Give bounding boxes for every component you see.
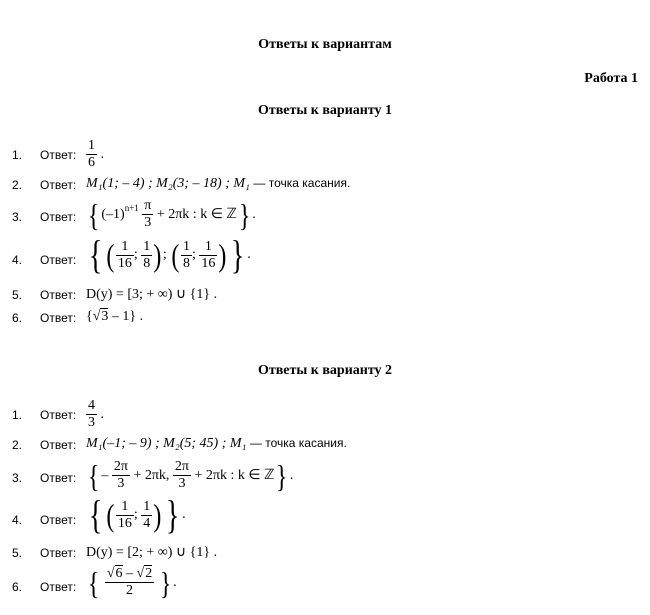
answer-math: { – $\frac{2\pi}{3}$ + 2πk, $\frac{2\pi}{3}$ + 2πk : k ∈ ℤ} .: [87, 457, 294, 494]
v1-answer-3: [0, 196, 650, 233]
v1-answer-4: [0, 232, 650, 277]
answer-label: Ответ:: [40, 471, 77, 485]
answer-label: Ответ:: [40, 438, 77, 452]
answer-math: $\frac{1}{6}$ .: [88, 138, 104, 170]
answer-math: $\frac{4}{3}$ .: [88, 398, 104, 430]
work-title: Работа 1: [584, 71, 638, 86]
answer-math: {√3 – 1} .: [86, 309, 144, 324]
item-number: 3.: [12, 471, 23, 485]
item-number: 2.: [12, 438, 23, 452]
answer-label: Ответ:: [40, 546, 77, 560]
v2-answer-3: [0, 457, 650, 494]
v1-answer-6: [0, 309, 650, 339]
answer-math: { (–1)n+1 $\frac{\pi}{3}$ + 2πk : k ∈ ℤ} .: [87, 196, 256, 233]
answer-label: Ответ:: [40, 408, 77, 422]
v1-answer-1: [0, 140, 650, 170]
answer-math: D(y) = [2; + ∞) ∪ {1} .: [86, 545, 218, 560]
item-number: 2.: [12, 178, 23, 192]
answer-label: Ответ:: [40, 253, 77, 267]
item-number: 1.: [12, 148, 23, 162]
item-number: 6.: [12, 580, 23, 594]
answer-math: D(y) = [3; + ∞) ∪ {1} .: [86, 287, 218, 302]
variant-1-title: Ответы к варианту 1: [257, 103, 393, 118]
answer-label: Ответ:: [40, 288, 77, 302]
answer-label: Ответ:: [40, 311, 77, 325]
answer-math: M₁(–1; – 9) ; M₂(5; 45) ; M₁ — точка касания.: [86, 436, 347, 451]
answer-label: Ответ:: [40, 148, 77, 162]
v2-answer-6: [0, 564, 650, 601]
item-number: 1.: [12, 408, 23, 422]
answer-label: Ответ:: [40, 210, 77, 224]
v2-answer-1: [0, 400, 650, 430]
variant-2-title: Ответы к варианту 2: [257, 363, 393, 378]
item-number: 5.: [12, 288, 23, 302]
item-number: 4.: [12, 253, 23, 267]
item-number: 6.: [12, 311, 23, 325]
fraction: $\frac{1}{6}$: [88, 138, 95, 170]
page-title: Ответы к вариантам: [258, 37, 392, 52]
answer-math: { ( $\frac{1}{16}$ ; $\frac{1}{8}$ ); ( $\frac{1}{8}$ ; $\frac{1}{16}$ ) } .: [88, 232, 251, 277]
item-number: 5.: [12, 546, 23, 560]
answer-math: { $\frac{√6 - √2}{2}$ } .: [87, 564, 177, 601]
answer-label: Ответ:: [40, 580, 77, 594]
item-number: 4.: [12, 513, 23, 527]
item-number: 3.: [12, 210, 23, 224]
answer-label: Ответ:: [40, 513, 77, 527]
answer-math: M₁(1; – 4) ; M₂(3; – 18) ; M₁ — точка касания.: [86, 176, 351, 191]
v2-answer-4: [0, 492, 650, 537]
answer-label: Ответ:: [40, 178, 77, 192]
answer-math: { ( $\frac{1}{16}$ ; $\frac{1}{4}$ ) } .: [88, 492, 186, 537]
